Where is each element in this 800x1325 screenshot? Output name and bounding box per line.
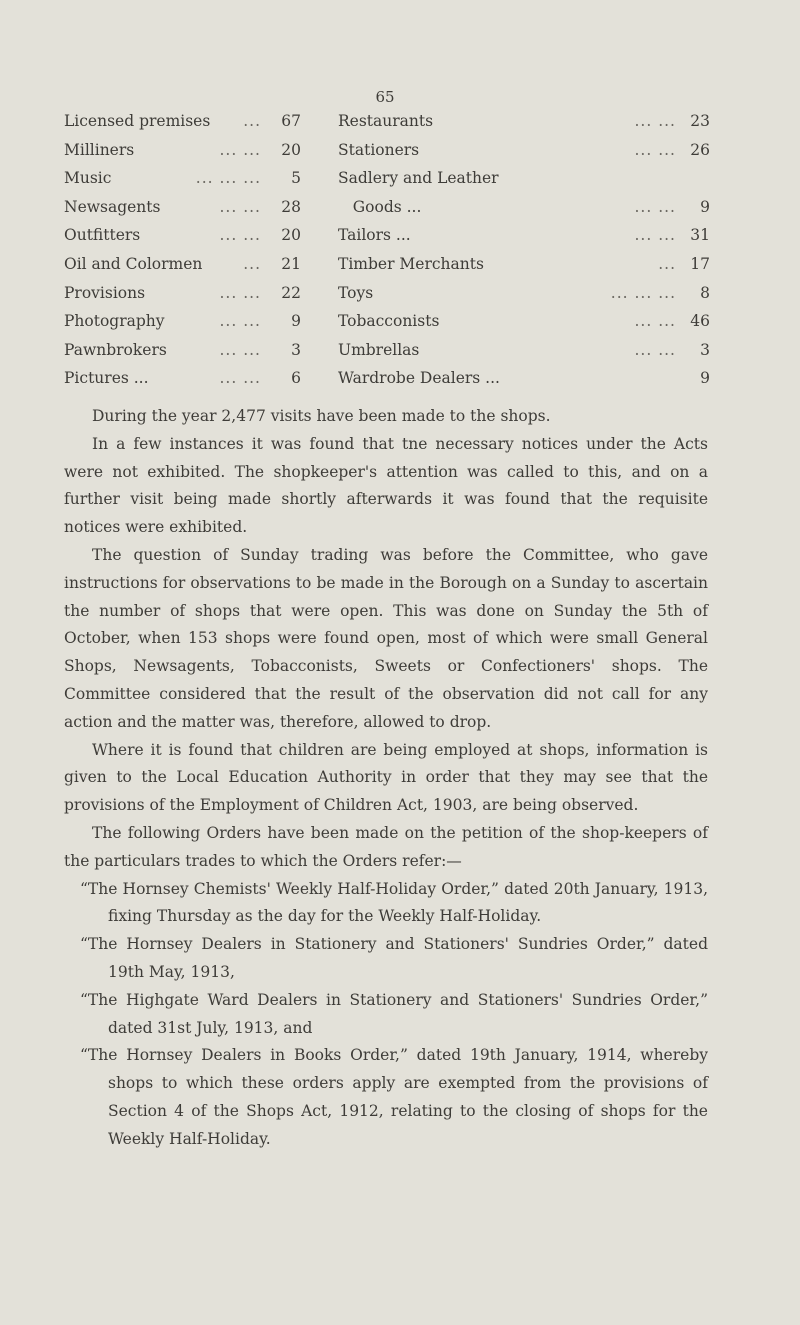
right-trade-count: 31 bbox=[690, 226, 710, 245]
table-row bbox=[64, 312, 724, 341]
table-row bbox=[64, 284, 724, 313]
left-trade-name: Music bbox=[64, 169, 112, 188]
shop-counts-table bbox=[64, 112, 724, 398]
left-trade-count: 28 bbox=[281, 197, 301, 216]
right-trade-count: 3 bbox=[700, 340, 710, 359]
right-trade-name: Umbrellas bbox=[338, 340, 420, 359]
table-row bbox=[64, 112, 724, 141]
table-row bbox=[64, 198, 724, 227]
right-trade-name: Tailors ... bbox=[338, 226, 411, 245]
right-trade-name: Stationers bbox=[338, 140, 420, 159]
order-item: “The Hornsey Dealers in Stationery and Stationers' Sundries Order,” dated 19th May, 1913, bbox=[80, 935, 708, 981]
left-trade-name: Photography bbox=[64, 312, 165, 331]
table-row bbox=[64, 169, 724, 198]
body-text bbox=[64, 403, 708, 1154]
paragraph-children-employment: Where it is found that children are being employed at shops, information is given to the Local Education Authority in order that they may see that the provisions of the Employment of Children Act, 1903, are being observed. bbox=[64, 740, 708, 815]
paragraph-notices: In a few instances it was found that tne necessary notices under the Acts were not exhibited. The shopkeeper's attention was called to this, and on a further visit being made shortly afterwards it was found that the requisite notices were exhibited. bbox=[64, 434, 708, 537]
paragraph-sunday-trading: The question of Sunday trading was before the Committee, who gave instructions for observations to be made in the Borough on a Sunday to ascertain the number of shops that were open. This was done on Sunday the 5th of October, when 153 shops were found open, most of which were small General Shops, Newsagents, Tobacconists, Sweets or Confectioners' shops. The Committee considered that the result of the observation did not call for any action and the matter was, therefore, allowed to drop. bbox=[64, 545, 708, 731]
right-trade-count: 9 bbox=[700, 197, 710, 216]
order-item: “The Hornsey Dealers in Books Order,” dated 19th January, 1914, whereby shops to which these orders apply are exempted from the provisions of Section 4 of the Shops Act, 1912, relating to the closing of shops for the Weekly Half-Holiday. bbox=[80, 1046, 708, 1148]
page-number: 65 bbox=[375, 88, 395, 106]
table-row bbox=[64, 369, 724, 398]
left-trade-count: 20 bbox=[281, 140, 301, 159]
right-trade-name: Sadlery and Leather bbox=[338, 169, 499, 188]
left-trade-count: 20 bbox=[281, 226, 301, 245]
right-trade-name: Wardrobe Dealers ... bbox=[338, 369, 500, 388]
leader-dots: ... bbox=[658, 254, 676, 273]
leader-dots: ... ... bbox=[634, 312, 676, 331]
right-trade-count: 46 bbox=[690, 312, 710, 331]
right-trade-count: 9 bbox=[700, 369, 710, 388]
left-trade-name: Pictures ... bbox=[64, 369, 149, 388]
table-row bbox=[64, 141, 724, 170]
order-item: “The Highgate Ward Dealers in Stationery and Stationers' Sundries Order,” dated 31st July, 1913, and bbox=[80, 990, 708, 1037]
right-trade-name: Toys bbox=[338, 283, 374, 302]
leader-dots: ... ... ... bbox=[195, 169, 261, 188]
leader-dots: ... ... bbox=[634, 140, 676, 159]
right-trade-count: 23 bbox=[690, 112, 710, 130]
leader-dots: ... ... ... bbox=[610, 283, 676, 302]
right-trade-count: 17 bbox=[690, 254, 710, 273]
left-trade-count: 9 bbox=[291, 312, 301, 331]
leader-dots: ... ... bbox=[219, 340, 261, 359]
left-trade-name: Pawnbrokers bbox=[64, 340, 167, 359]
paragraph-orders-intro: The following Orders have been made on the petition of the shop-keepers of the particulars trades to which the Orders refer:— bbox=[64, 823, 708, 870]
leader-dots: ... ... bbox=[219, 369, 261, 388]
leader-dots: ... ... bbox=[219, 140, 261, 159]
paragraph-visits: During the year 2,477 visits have been made to the shops. bbox=[92, 407, 551, 425]
right-trade-name: Goods ... bbox=[338, 197, 422, 216]
leader-dots: ... bbox=[243, 112, 261, 130]
left-trade-name: Milliners bbox=[64, 140, 135, 159]
left-trade-count: 3 bbox=[291, 340, 301, 359]
right-trade-name: Tobacconists bbox=[338, 312, 440, 331]
left-trade-name: Outfitters bbox=[64, 226, 141, 245]
order-item: “The Hornsey Chemists' Weekly Half-Holiday Order,” dated 20th January, 1913, fixing Thursday as the day for the Weekly Half-Holiday. bbox=[80, 879, 708, 926]
left-trade-name: Newsagents bbox=[64, 197, 161, 216]
leader-dots: ... ... bbox=[219, 283, 261, 302]
left-trade-count: 5 bbox=[291, 169, 301, 188]
right-trade-name: Timber Merchants bbox=[338, 254, 484, 273]
table-row bbox=[64, 341, 724, 370]
right-trade-count: 8 bbox=[700, 283, 710, 302]
leader-dots: ... ... bbox=[634, 226, 676, 245]
leader-dots: ... ... bbox=[634, 197, 676, 216]
right-trade-count: 26 bbox=[690, 140, 710, 159]
left-trade-count: 6 bbox=[291, 369, 301, 388]
table-row bbox=[64, 226, 724, 255]
left-trade-name: Oil and Colormen bbox=[64, 254, 203, 273]
left-trade-count: 21 bbox=[281, 254, 301, 273]
table-row bbox=[64, 255, 724, 284]
leader-dots: ... ... bbox=[219, 312, 261, 331]
leader-dots: ... ... bbox=[634, 340, 676, 359]
left-trade-name: Licensed premises bbox=[64, 112, 211, 130]
leader-dots: ... ... bbox=[634, 112, 676, 130]
leader-dots: ... ... bbox=[219, 226, 261, 245]
right-trade-name: Restaurants bbox=[338, 112, 434, 130]
leader-dots: ... bbox=[243, 254, 261, 273]
left-trade-name: Provisions bbox=[64, 283, 146, 302]
left-trade-count: 67 bbox=[281, 112, 301, 130]
leader-dots: ... ... bbox=[219, 197, 261, 216]
left-trade-count: 22 bbox=[281, 283, 301, 302]
